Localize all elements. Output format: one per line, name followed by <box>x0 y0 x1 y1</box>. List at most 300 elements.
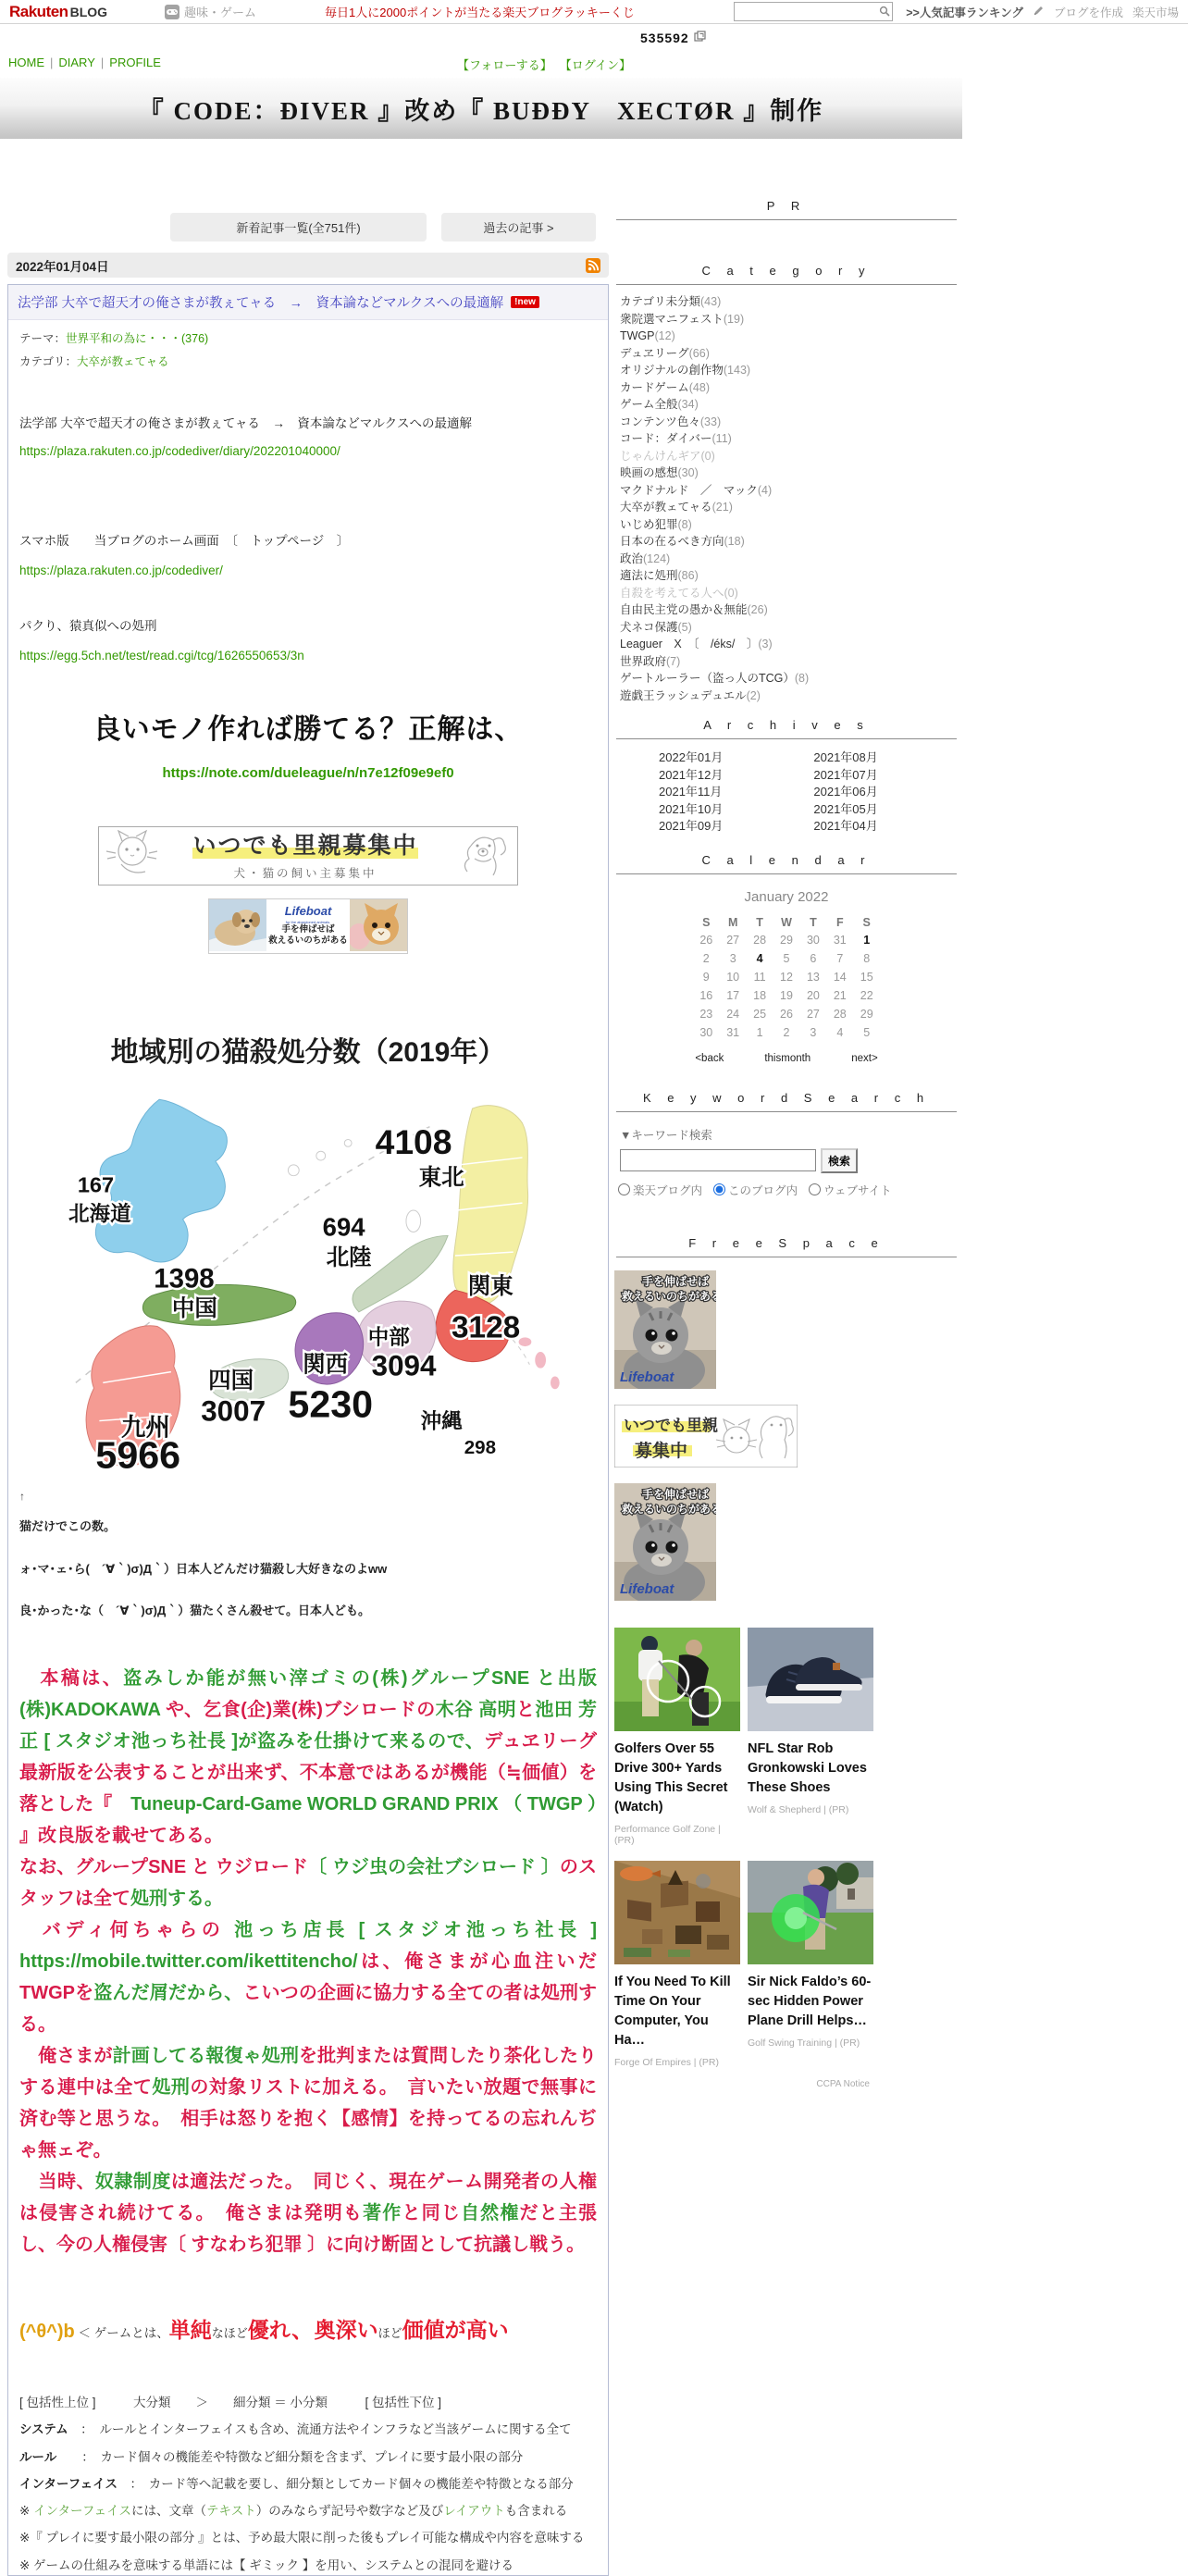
category-link[interactable]: 自由民主党の愚か＆無能 <box>620 603 748 616</box>
blog-home-url-link[interactable]: https://plaza.rakuten.co.jp/codediver/ <box>19 563 223 577</box>
sidebar-category-item[interactable] <box>620 362 957 379</box>
archive-month[interactable] <box>659 801 723 819</box>
text-segment: 処刑する。 <box>130 1888 223 1909</box>
post-category-link[interactable]: 大卒が教ェてャる <box>77 355 169 368</box>
text-segment: の対象リストに加える。 言いたい放題で無事に済む等と思うな。 相手は怒りを抱く【感情】を持ってるの忘れんぢゃ無ェぞ。 <box>19 2076 598 2161</box>
scope-web[interactable] <box>809 1182 892 1198</box>
calendar-date: 4 <box>836 1025 844 1039</box>
calendar-day-header: S <box>702 915 711 929</box>
category-count: (0) <box>700 449 715 463</box>
sidebar-category-item[interactable] <box>620 448 957 465</box>
category-link[interactable]: いじめ犯罪 <box>620 517 678 531</box>
game-controller-icon <box>165 5 179 19</box>
calendar-date[interactable]: 1 <box>863 933 871 947</box>
svg-text:手を伸ばせば: 手を伸ばせば <box>642 1274 710 1288</box>
svg-text:3128: 3128 <box>452 1310 521 1345</box>
lifeboat-kitten-banner[interactable] <box>614 1483 959 1604</box>
arrow-up: ↑ <box>19 1490 25 1503</box>
ad-title: Golfers Over 55 Drive 300+ Yards Using This Secret (Watch) <box>614 1740 728 1814</box>
text-segment: ： カード個々の機能差や特徴など細分類を含まず、プレイに要す最小限の部分 <box>56 2449 524 2464</box>
sidebar-category-item[interactable] <box>620 601 957 619</box>
lifeboat-logo: Lifeboat <box>284 904 332 918</box>
text-segment: 奥深い <box>314 2317 378 2342</box>
theme-link[interactable]: 世界平和の為に・・・(376) <box>66 332 209 345</box>
topbar-search-input[interactable] <box>734 2 893 21</box>
calendar-date: 25 <box>753 1007 767 1021</box>
sidebar-category-item[interactable] <box>620 328 957 345</box>
svg-text:5230: 5230 <box>288 1382 374 1426</box>
category-count: (12) <box>654 329 675 342</box>
sidebar-category-item[interactable] <box>620 516 957 534</box>
text-segment: には、文章（ <box>131 2504 207 2518</box>
follow-button[interactable]: 【フォローする】 <box>457 58 552 72</box>
nav-diary-link[interactable]: DIARY <box>58 56 95 69</box>
scope-this-blog[interactable] <box>713 1182 798 1198</box>
archive-month[interactable] <box>659 784 723 801</box>
svg-text:298: 298 <box>464 1436 497 1458</box>
category-link[interactable]: オリジナルの創作物 <box>620 364 724 377</box>
category-count: (5) <box>677 620 692 634</box>
calendar-date: 2 <box>702 951 710 965</box>
dog-sketch-icon <box>452 827 512 885</box>
ad-source: Performance Golf Zone | (PR) <box>614 1823 721 1846</box>
rakuten-blog-logo[interactable] <box>9 3 107 21</box>
svg-text:救えるいのちがある: 救えるいのちがある <box>622 1502 716 1516</box>
text-segment: 池田 芳正 [ スタジオ池っち社長 ]が盗みを仕掛けて来るので、 <box>19 1699 598 1752</box>
svg-text:関西: 関西 <box>303 1352 349 1378</box>
login-button[interactable]: 【ログイン】 <box>559 58 632 72</box>
text-segment: ）のみならず記号や数字など及び <box>255 2504 444 2518</box>
text-segment: 優れ、 <box>247 2317 303 2342</box>
cat-sketch-icon <box>105 827 158 885</box>
counter-window-icon[interactable] <box>694 31 706 45</box>
post-url-link[interactable]: https://plaza.rakuten.co.jp/codediver/diary/202201040000/ <box>19 444 340 459</box>
text-segment: [ 包括性上位 ] 大分類 ＞ 細分類 ＝ 小分類 [ 包括性下位 ] <box>19 2396 442 2409</box>
rant-paragraph <box>19 2166 597 2260</box>
text-segment: 盗みしか能が無い滓ゴミの(株)グループSNE と出版(株)KADOKAWA <box>19 1667 598 1720</box>
lifeboat-tagline: for the abandoned animals. <box>285 919 331 924</box>
text-segment: インターフェイス <box>19 2476 118 2491</box>
text-segment: 当時、 <box>19 2171 95 2192</box>
ichiba-link[interactable]: 楽天市場 <box>1132 6 1179 19</box>
archive-link[interactable]: 2021年09月 <box>659 819 724 833</box>
ad-title: NFL Star Rob Gronkowski Loves These Shoes <box>748 1740 867 1795</box>
svg-text:募集中: 募集中 <box>635 1441 688 1461</box>
svg-text:3094: 3094 <box>371 1349 437 1382</box>
calendar-date: 30 <box>699 1025 713 1039</box>
archive-link[interactable]: 2022年01月 <box>659 750 724 764</box>
category-link[interactable]: 遊戯王ラッシュデュエル <box>620 688 747 702</box>
category-count: (30) <box>677 466 699 479</box>
post-body-title: 法学部 大卒で超天才の俺さまが教ぇてャる → 資本論などマルクスへの最適解 <box>19 416 472 430</box>
ad-title: Sir Nick Faldo’s 60-sec Hidden Power Plane Drill Helps… <box>748 1974 872 2028</box>
category-link[interactable]: コード：ダイバー <box>620 432 712 445</box>
archive-link[interactable]: 2021年06月 <box>813 785 878 799</box>
calendar-date: 20 <box>806 988 820 1002</box>
sidebar-category-item[interactable] <box>620 687 957 705</box>
radio-rakuten-blog[interactable] <box>618 1183 630 1195</box>
text-segment: 盗んだ屑だから、 <box>93 1982 243 2003</box>
category-link[interactable]: カテゴリ未分類 <box>620 295 701 308</box>
calendar-date: 10 <box>726 970 740 984</box>
calendar-date: 27 <box>726 933 740 947</box>
ad-card-faldo-drill[interactable] <box>748 1861 873 2068</box>
blog-title-banner <box>0 78 962 139</box>
sidebar-category-item[interactable] <box>620 396 957 414</box>
access-counter <box>640 31 706 45</box>
category-count: (3) <box>758 638 773 650</box>
svg-text:関東: 関東 <box>467 1274 514 1300</box>
popular-articles-link[interactable]: >>人気記事ランキング <box>906 6 1023 19</box>
category-link[interactable]: 世界政府 <box>620 654 667 668</box>
lifeboat-banner[interactable] <box>208 898 408 954</box>
text-segment: (^θ^)b <box>19 2321 75 2342</box>
nav-separator: | <box>50 56 54 69</box>
sidebar-header-keyword-search: K e y w o r d S e a r c h <box>616 1083 957 1112</box>
calendar-date: 24 <box>726 1007 740 1021</box>
past-articles-button[interactable]: 過去の記事 > <box>441 213 596 242</box>
category-link[interactable]: 大卒が教ェてャる <box>620 501 712 514</box>
rant-paragraph <box>19 2040 597 2166</box>
svg-text:東北: 東北 <box>418 1165 464 1191</box>
calendar-next-link[interactable]: next> <box>851 1052 878 1064</box>
sidebar-category-item[interactable] <box>620 551 957 568</box>
calendar-date: 26 <box>780 1007 793 1021</box>
pakuri-line: パクり、猿真似への処刑 <box>19 619 157 633</box>
svg-text:3007: 3007 <box>201 1394 266 1428</box>
calendar-date: 31 <box>833 933 847 947</box>
archive-link[interactable]: 2021年10月 <box>659 801 724 816</box>
text-segment: 奴隷制度 <box>94 2171 171 2192</box>
svg-text:いつでも里親: いつでも里親 <box>624 1416 718 1434</box>
ad-grid <box>614 1628 873 2068</box>
category-link[interactable]: デュヱリーグ <box>620 346 689 360</box>
text-segment: 価値が高い <box>402 2317 509 2342</box>
text-segment: テキスト <box>206 2504 256 2518</box>
svg-text:5966: 5966 <box>95 1433 181 1477</box>
category-count: (0) <box>724 586 738 600</box>
calendar-day-header: M <box>727 915 738 929</box>
ad-source: Golf Swing Training | (PR) <box>748 2037 860 2049</box>
calendar-date: 30 <box>806 933 820 947</box>
text-segment: ※ ゲームの仕組みを意味する単語には【 ギミック 】を用い、システムとの混同を避ける <box>19 2557 514 2572</box>
radio-label: このブログ内 <box>728 1183 798 1197</box>
svg-text:4108: 4108 <box>375 1122 452 1162</box>
ccpa-notice-link[interactable]: CCPA Notice <box>816 2078 870 2089</box>
svg-text:九州: 九州 <box>120 1413 170 1442</box>
calendar-date: 31 <box>726 1025 740 1039</box>
calendar-date: 17 <box>726 988 740 1002</box>
svg-text:中国: 中国 <box>171 1295 217 1321</box>
lucky-lottery-link[interactable]: 毎日1人に2000ポイントが当たる楽天ブログラッキーくじ <box>325 6 635 19</box>
archive-link[interactable]: 2021年07月 <box>813 767 878 782</box>
calendar <box>686 912 886 1044</box>
text-segment: ※『 プレイに要す最小限の部分 』とは、予め最大限に削った後もプレイ可能な構成や内容を意味する <box>19 2531 585 2545</box>
category-count: (7) <box>666 654 681 668</box>
sidebar-category-item[interactable] <box>620 670 957 687</box>
text-segment: 本稿は、 <box>19 1667 124 1689</box>
calendar-thismonth-link[interactable]: thismonth <box>764 1052 811 1064</box>
category-link[interactable]: TWGP <box>620 329 655 342</box>
calendar-date: 12 <box>780 970 793 984</box>
text-segment: デュヱリーグ最新版を公表することが出来ず、不本意ではあるが機能（≒価値）を落とした『 <box>19 1730 597 1814</box>
category-count: (11) <box>712 432 732 445</box>
calendar-date[interactable]: 4 <box>756 951 763 965</box>
archive-link[interactable]: 2021年05月 <box>813 801 878 816</box>
category-link[interactable]: 衆院選マニフェスト <box>620 312 724 326</box>
keyword-search-scope <box>614 1182 959 1198</box>
category-count: (33) <box>699 415 722 428</box>
satooya-banner[interactable] <box>98 826 518 886</box>
text-segment: のスタッフは全て <box>19 1856 597 1909</box>
sidebar-category-item[interactable] <box>620 311 957 328</box>
sidebar-category-item[interactable] <box>620 533 957 551</box>
category-link[interactable]: マクドナルド ／ マック <box>620 483 758 497</box>
archive-month[interactable] <box>659 749 723 767</box>
text-segment: インターフェイス <box>33 2504 132 2518</box>
nav-separator: | <box>100 56 105 69</box>
text-segment: は、俺さまが心血注いだTWGPを <box>19 1951 597 2003</box>
category-link[interactable]: コンテンツ色々 <box>620 415 700 428</box>
category-link[interactable]: Leaguer X 〔 /éks/ 〕 <box>620 638 759 650</box>
scope-rakuten-blog[interactable] <box>618 1182 702 1198</box>
text-segment: 自然権 <box>461 2202 520 2223</box>
category-count: (4) <box>757 483 773 497</box>
category-link[interactable]: 自殺を考えてる人へ <box>620 586 724 600</box>
text-segment: なお、グループSNE と ウジロード <box>19 1856 309 1877</box>
category-count: (2) <box>746 688 761 702</box>
top-service-bar <box>0 0 1188 24</box>
text-segment: 単純 <box>168 2317 212 2342</box>
text-segment: も含まれる <box>504 2504 568 2518</box>
radio-label: ウェブサイト <box>823 1183 892 1197</box>
sidebar-header-calendar: C a l e n d a r <box>616 845 957 874</box>
nav-profile-link[interactable]: PROFILE <box>109 56 161 69</box>
smartphone-line: スマホ版 当ブログのホーム画面 〔 トップページ 〕 <box>19 533 350 548</box>
svg-text:救えるいのちがある: 救えるいのちがある <box>622 1289 716 1303</box>
calendar-day-header: W <box>781 915 792 929</box>
calendar-date: 3 <box>729 951 736 965</box>
blog-title: 『 CODE：ĐIVER 』改め『 BUĐĐY XECTØR 』制作 <box>138 96 824 125</box>
calendar-date: 23 <box>699 1007 713 1021</box>
blog-nav-row <box>0 54 1188 74</box>
sidebar-category-item[interactable] <box>620 585 957 602</box>
classification-block <box>19 2394 597 2575</box>
text-segment: ＜ ゲームとは、 <box>74 2325 169 2340</box>
note-url-link[interactable]: https://note.com/dueleague/n/n7e12f09e9ef0 <box>162 764 454 781</box>
sidebar-category-item[interactable] <box>620 499 957 516</box>
classification-line <box>19 2448 597 2467</box>
calendar-back-link[interactable]: <back <box>695 1052 724 1064</box>
category-count: (18) <box>724 535 745 548</box>
calendar-date: 2 <box>783 1025 790 1039</box>
theme-label: テーマ： <box>19 332 67 345</box>
calendar-date: 14 <box>833 970 847 984</box>
classification-line <box>19 2475 597 2494</box>
sidebar-category-item[interactable] <box>620 619 957 637</box>
sidebar-header-free-space: F r e e S p a c e <box>616 1228 957 1257</box>
archive-month[interactable] <box>813 749 877 767</box>
lifeboat-line2: 救えるいのちがある <box>268 935 348 946</box>
category-count: (8) <box>677 517 692 531</box>
search-icon[interactable] <box>879 5 890 21</box>
category-link[interactable]: ゲーム全般 <box>620 398 678 411</box>
category-count: (86) <box>677 569 699 582</box>
ad-thumbnail-city-game <box>614 1861 740 1964</box>
category-link[interactable]: 映画の感想 <box>620 466 678 479</box>
text-segment: 池っち店長 [ スタジオ池っち社長 ] https://mobile.twitter.com/ikettitencho/ <box>19 1919 597 1972</box>
sidebar-header-pr: P R <box>616 191 957 220</box>
calendar-day-header: T <box>810 915 817 929</box>
calendar-date: 26 <box>699 933 713 947</box>
archive-link[interactable]: 2021年11月 <box>659 785 723 799</box>
calendar-date: 28 <box>833 1007 847 1021</box>
category-label: カテゴリ： <box>19 355 78 368</box>
svg-text:167: 167 <box>77 1172 115 1197</box>
calendar-month-label: January 2022 <box>744 888 829 905</box>
calendar-date: 21 <box>833 988 847 1002</box>
text-segment: こいつの企画に協力する全ての者は処刑する。 <box>19 1982 598 2035</box>
category-link[interactable]: 政治 <box>620 551 644 565</box>
text-segment: や、乞食(企)業(株)ブシロードの <box>166 1699 436 1720</box>
create-blog-link[interactable]: ブログを作成 <box>1053 6 1123 19</box>
sidebar-category-item[interactable] <box>620 482 957 500</box>
post-title-link[interactable]: 法学部 大卒で超天才の俺さまが教ぇてャる → 資本論などマルクスへの最適解 <box>18 296 504 311</box>
text-segment: ルール <box>19 2449 57 2464</box>
ad-card-forge-of-empires[interactable] <box>614 1861 740 2068</box>
sidebar-category-item[interactable] <box>620 414 957 431</box>
radio-this-blog[interactable] <box>713 1183 725 1195</box>
ad-card-gronkowski-shoes[interactable] <box>748 1628 873 1846</box>
sidebar-category-item[interactable] <box>620 567 957 585</box>
calendar-date: 18 <box>753 988 767 1002</box>
pencil-icon <box>1033 5 1045 19</box>
topbar-search <box>734 2 893 21</box>
satooya-side-banner[interactable] <box>614 1405 959 1470</box>
archive-month[interactable] <box>813 801 877 819</box>
svg-text:沖縄: 沖縄 <box>420 1409 463 1433</box>
category-count: (143) <box>723 364 751 377</box>
keyword-search-button[interactable]: 検索 <box>821 1148 858 1173</box>
text-segment: ： カード等へ記載を要し、細分類としてカード個々の機能差や特徴となる部分 <box>117 2476 574 2491</box>
puppy-photo <box>209 899 266 953</box>
text-segment: 俺さまが <box>19 2045 113 2066</box>
calendar-date: 16 <box>699 988 713 1002</box>
category-link[interactable]: じゃんけんギア <box>620 449 701 463</box>
calendar-date: 7 <box>836 951 844 965</box>
big-heading: 良いモノ作れば勝てる？正解は、 <box>93 713 524 745</box>
sidebar <box>614 139 959 2089</box>
calendar-date: 22 <box>860 988 873 1002</box>
rant-block <box>19 1663 615 2260</box>
sidebar-category-item[interactable] <box>620 293 957 311</box>
archive-month[interactable] <box>813 767 877 785</box>
ad-thumbnail-golf <box>614 1628 740 1731</box>
svg-text:Lifeboat: Lifeboat <box>620 1368 674 1385</box>
archives-list <box>614 739 959 841</box>
text-segment: と同じ <box>402 2202 461 2223</box>
svg-text:中部: 中部 <box>367 1326 410 1350</box>
after-map-line: ォ･マ･ェ･ら( ´∀｀)σ)Д｀）日本人どんだけ猫殺し大好きなのよww <box>19 1561 388 1576</box>
sidebar-category-item[interactable] <box>620 430 957 448</box>
rss-icon[interactable] <box>586 258 600 273</box>
sidebar-header-archives: A r c h i v e s <box>616 710 957 739</box>
archive-link[interactable]: 2021年12月 <box>659 767 724 782</box>
ad-source: Wolf & Shepherd | (PR) <box>748 1803 849 1815</box>
new-articles-button[interactable]: 新着記事一覧(全751件) <box>170 213 427 242</box>
game-definition-line <box>19 2314 597 2347</box>
calendar-date: 11 <box>753 970 766 984</box>
genre-text: 趣味・ゲーム <box>184 6 257 19</box>
text-segment: 〔 ウジ虫の会社ブシロード 〕 <box>308 1856 560 1877</box>
sidebar-category-item[interactable] <box>620 653 957 671</box>
subheader <box>0 24 1188 54</box>
category-link[interactable]: 日本の在るべき方向 <box>620 535 724 548</box>
sidebar-category-item[interactable] <box>620 345 957 363</box>
after-map-line: 猫だけでこの数。 <box>19 1519 117 1533</box>
genre-label[interactable] <box>165 3 256 20</box>
text-segment: と <box>516 1699 536 1720</box>
category-count: (26) <box>747 603 768 616</box>
text-segment: なほど <box>211 2325 248 2340</box>
archive-month[interactable] <box>813 784 877 801</box>
classification-line <box>19 2502 597 2520</box>
ad-card-golf-secret[interactable] <box>614 1628 740 1846</box>
archive-month[interactable] <box>813 818 877 836</box>
category-link[interactable]: カードゲーム <box>620 380 689 394</box>
keyword-search-input[interactable] <box>620 1149 816 1171</box>
category-link[interactable]: ゲートルーラー（盗っ人のTCG） <box>620 672 795 685</box>
calendar-date: 19 <box>780 988 793 1002</box>
sidebar-category-item[interactable] <box>620 464 957 482</box>
kitten-photo <box>350 899 407 953</box>
text-segment: 木谷 高明 <box>435 1699 517 1720</box>
archive-link[interactable]: 2021年08月 <box>813 750 878 764</box>
text-segment: 処刑 <box>152 2076 191 2098</box>
radio-web[interactable] <box>809 1183 821 1195</box>
category-link[interactable]: 適法に処刑 <box>620 569 678 582</box>
archive-month[interactable] <box>659 818 723 836</box>
text-segment: レイアウト <box>443 2504 505 2518</box>
new-badge: !new <box>511 296 539 308</box>
archive-month[interactable] <box>659 767 723 785</box>
satooya-banner-subtitle: 犬・猫の飼い主募集中 <box>233 867 377 881</box>
sidebar-header-category: C a t e g o r y <box>616 255 957 285</box>
nav-home-link[interactable]: HOME <box>8 56 44 69</box>
calendar-date: 8 <box>863 951 871 965</box>
calendar-day-header: T <box>756 915 763 929</box>
satooya-banner-title: いつでも里親募集中 <box>192 832 418 859</box>
svg-text:四国: 四国 <box>208 1368 254 1394</box>
text-segment: バディ何ちゃらの <box>19 1919 235 1940</box>
calendar-date: 6 <box>810 951 817 965</box>
text-segment: ※ <box>19 2504 34 2518</box>
calendar-date: 27 <box>806 1007 820 1021</box>
calendar-date: 28 <box>753 933 767 947</box>
lifeboat-line1: 手を伸ばせば <box>281 923 335 935</box>
lifeboat-kitten-banner[interactable] <box>614 1270 959 1392</box>
5ch-url-link[interactable]: https://egg.5ch.net/test/read.cgi/tcg/1626550653/3n <box>19 649 304 663</box>
sidebar-category-item[interactable] <box>620 379 957 397</box>
post-box <box>7 284 615 2576</box>
sidebar-category-item[interactable] <box>620 636 957 653</box>
svg-text:北陸: 北陸 <box>326 1245 372 1270</box>
category-count: (19) <box>723 312 745 326</box>
archive-link[interactable]: 2021年04月 <box>813 819 878 833</box>
calendar-date: 5 <box>863 1025 871 1039</box>
classification-line <box>19 2557 597 2575</box>
category-link[interactable]: 犬ネコ保護 <box>620 620 678 634</box>
